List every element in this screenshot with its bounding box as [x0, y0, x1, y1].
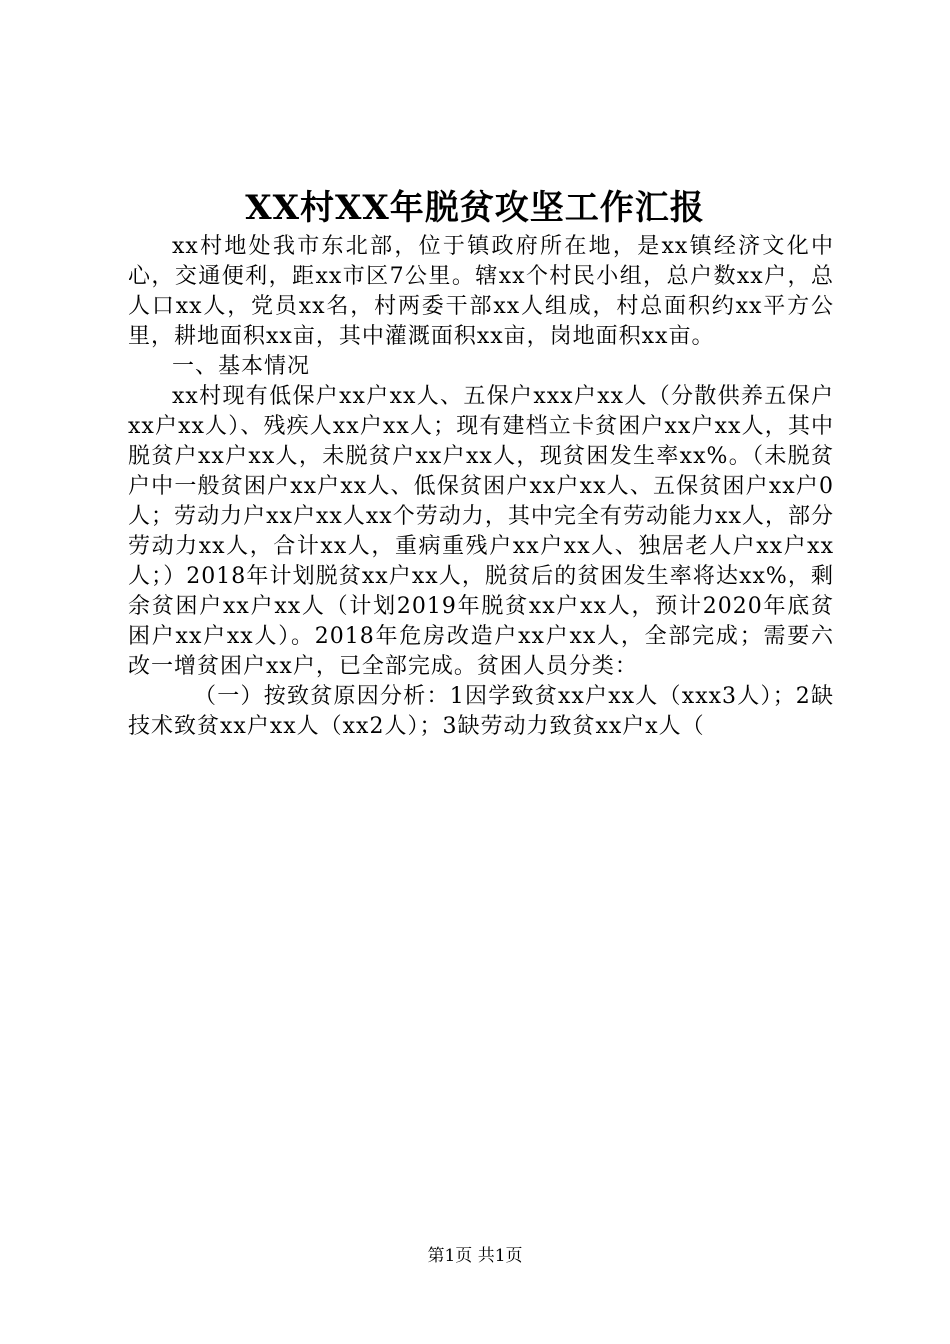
document-body	[128, 232, 834, 742]
paragraph-basic-info: xx村现有低保户xx户xx人、五保户xxx户xx人（分散供养五保户xx户xx人）、残疾人xx户xx人；现有建档立卡贫困户xx户xx人，其中脱贫户xx户xx人，未脱贫户xx户xx人，现贫困发生率xx%。（未脱贫户中一般贫困户xx户xx人、低保贫困户xx户xx人、五保贫困户xx户0人；劳动力户xx户xx人xx个劳动力，其中完全有劳动能力xx人，部分劳动力xx人，合计xx人，重病重残户xx户xx人、独居老人户xx户xx人；）2018年计划脱贫xx户xx人，脱贫后的贫困发生率将达xx%，剩余贫困户xx户xx人（计划2019年脱贫xx户xx人，预计2020年底贫困户xx户xx人）。2018年危房改造户xx户xx人，全部完成；需要六改一增贫困户xx户，已全部完成。贫困人员分类：	[128, 384, 834, 679]
document-title: XX村XX年脱贫攻坚工作汇报	[245, 188, 705, 228]
paragraph-intro: xx村地处我市东北部，位于镇政府所在地，是xx镇经济文化中心，交通便利，距xx市区7公里。辖xx个村民小组，总户数xx户，总人口xx人，党员xx名，村两委干部xx人组成，村总面积约xx平方公里，耕地面积xx亩，其中灌溉面积xx亩，岗地面积xx亩。	[128, 234, 834, 349]
section-heading-basic-info: 一、基本情况	[172, 354, 311, 379]
page-footer: 第1页 共1页	[427, 1246, 523, 1266]
paragraph-poverty-causes: （一）按致贫原因分析：1因学致贫xx户xx人（xxx3人）；2缺技术致贫xx户xx人（xx2人）；3缺劳动力致贫xx户x人（	[128, 684, 834, 739]
